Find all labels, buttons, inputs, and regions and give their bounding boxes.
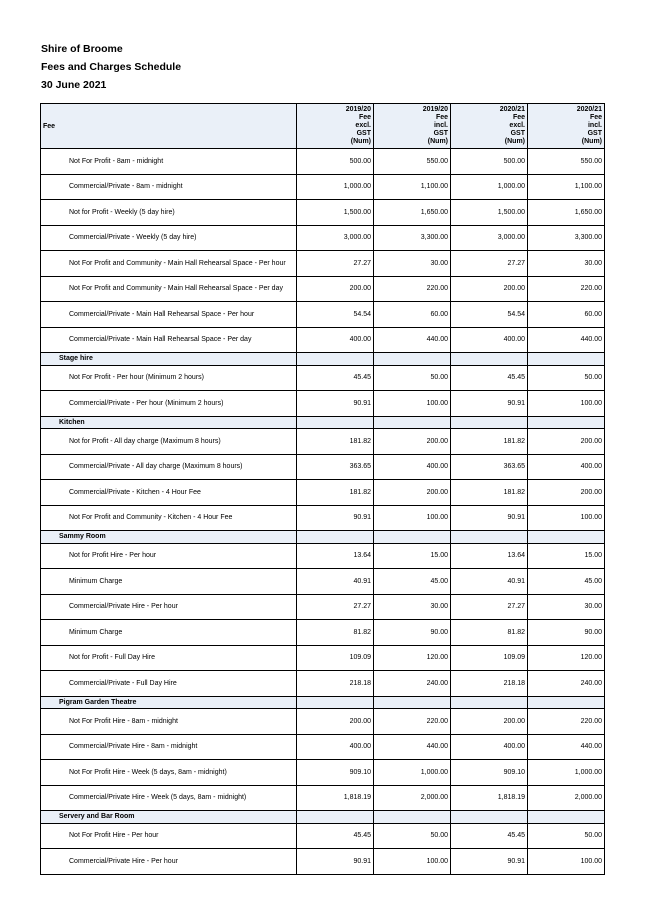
fee-2020-excl-gst: 45.45 [451, 823, 528, 849]
fee-2019-incl-gst: 240.00 [374, 671, 451, 697]
fee-2019-incl-gst: 220.00 [374, 709, 451, 735]
category-label: Servery and Bar Room [41, 811, 297, 824]
fee-2019-excl-gst: 400.00 [297, 734, 374, 760]
fee-description: Minimum Charge [41, 620, 297, 646]
fee-2020-excl-gst: 90.91 [451, 849, 528, 875]
table-row [41, 200, 605, 226]
table-row [41, 760, 605, 786]
fee-2019-incl-gst: 50.00 [374, 823, 451, 849]
header-line: excl. [355, 122, 371, 129]
category-empty-cell [374, 353, 451, 366]
fee-2020-incl-gst: 400.00 [528, 454, 605, 480]
fee-2019-incl-gst: 100.00 [374, 391, 451, 417]
fee-2019-incl-gst: 400.00 [374, 454, 451, 480]
col-2019-excl-header [297, 104, 374, 149]
header-line: Fee [435, 114, 448, 121]
fee-description: Not For Profit Hire - 8am - midnight [41, 709, 297, 735]
fee-2020-excl-gst: 181.82 [451, 480, 528, 506]
fee-2019-excl-gst: 200.00 [297, 276, 374, 302]
fee-2020-incl-gst: 30.00 [528, 251, 605, 277]
fee-2019-incl-gst: 120.00 [374, 645, 451, 671]
fee-2019-excl-gst: 363.65 [297, 454, 374, 480]
col-2020-incl-header [528, 104, 605, 149]
fee-2019-incl-gst: 440.00 [374, 734, 451, 760]
header-line: 2019/20 [422, 106, 448, 113]
fee-2020-incl-gst: 3,300.00 [528, 225, 605, 251]
table-row [41, 620, 605, 646]
table-row [41, 225, 605, 251]
fee-2019-excl-gst: 500.00 [297, 149, 374, 175]
fee-description: Commercial/Private - Weekly (5 day hire) [41, 225, 297, 251]
category-label: Stage hire [41, 353, 297, 366]
fee-2020-excl-gst: 363.65 [451, 454, 528, 480]
fee-2020-excl-gst: 200.00 [451, 709, 528, 735]
fee-2019-excl-gst: 1,500.00 [297, 200, 374, 226]
table-row [41, 480, 605, 506]
document-title: Fees and Charges Schedule [41, 61, 182, 73]
fee-2019-excl-gst: 40.91 [297, 569, 374, 595]
category-empty-cell [374, 811, 451, 824]
category-empty-cell [528, 416, 605, 429]
category-label: Sammy Room [41, 531, 297, 544]
fee-2020-excl-gst: 109.09 [451, 645, 528, 671]
category-label: Pigram Garden Theatre [41, 696, 297, 709]
fee-2019-incl-gst: 15.00 [374, 543, 451, 569]
fee-2020-incl-gst: 1,100.00 [528, 174, 605, 200]
fee-2020-excl-gst: 909.10 [451, 760, 528, 786]
table-row [41, 849, 605, 875]
table-row [41, 569, 605, 595]
header-line: incl. [433, 122, 448, 129]
fee-2019-incl-gst: 550.00 [374, 149, 451, 175]
fee-2020-excl-gst: 400.00 [451, 734, 528, 760]
header-line: (Num) [350, 138, 371, 145]
table-row [41, 429, 605, 455]
fee-description: Commercial/Private - Kitchen - 4 Hour Fee [41, 480, 297, 506]
fee-2020-excl-gst: 27.27 [451, 594, 528, 620]
category-empty-cell [528, 353, 605, 366]
fee-description: Commercial/Private Hire - Per hour [41, 849, 297, 875]
header-line: GST [356, 130, 371, 137]
fee-2020-incl-gst: 220.00 [528, 709, 605, 735]
fee-2019-excl-gst: 1,000.00 [297, 174, 374, 200]
fee-2020-incl-gst: 50.00 [528, 365, 605, 391]
fee-2020-excl-gst: 40.91 [451, 569, 528, 595]
header-line: Fee [358, 114, 371, 121]
category-empty-cell [528, 531, 605, 544]
fee-2020-excl-gst: 81.82 [451, 620, 528, 646]
fee-2019-incl-gst: 100.00 [374, 505, 451, 531]
fee-description: Not For Profit and Community - Kitchen - 4 Hour Fee [41, 505, 297, 531]
category-empty-cell [297, 416, 374, 429]
category-empty-cell [374, 696, 451, 709]
fee-description: Commercial/Private - Main Hall Rehearsal Space - Per hour [41, 302, 297, 328]
category-empty-cell [374, 416, 451, 429]
fee-2019-incl-gst: 50.00 [374, 365, 451, 391]
fee-2019-incl-gst: 440.00 [374, 327, 451, 353]
fee-2019-incl-gst: 1,100.00 [374, 174, 451, 200]
fee-description: Commercial/Private Hire - Per hour [41, 594, 297, 620]
document-header [41, 40, 181, 94]
fee-2019-excl-gst: 13.64 [297, 543, 374, 569]
fee-2020-excl-gst: 1,000.00 [451, 174, 528, 200]
organisation-name: Shire of Broome [41, 43, 123, 55]
fee-2019-incl-gst: 3,300.00 [374, 225, 451, 251]
table-row [41, 709, 605, 735]
fee-2020-incl-gst: 440.00 [528, 327, 605, 353]
fee-2019-incl-gst: 2,000.00 [374, 785, 451, 811]
category-row [41, 416, 605, 429]
table-row [41, 734, 605, 760]
header-line: GST [433, 130, 448, 137]
fee-2019-excl-gst: 81.82 [297, 620, 374, 646]
header-line: excl. [509, 122, 525, 129]
fee-2019-excl-gst: 1,818.19 [297, 785, 374, 811]
table-row [41, 543, 605, 569]
category-row [41, 531, 605, 544]
fee-2019-excl-gst: 27.27 [297, 594, 374, 620]
fee-2019-excl-gst: 54.54 [297, 302, 374, 328]
fee-2020-excl-gst: 90.91 [451, 505, 528, 531]
header-line: 2020/21 [499, 106, 525, 113]
fee-2020-excl-gst: 218.18 [451, 671, 528, 697]
fee-2019-incl-gst: 1,000.00 [374, 760, 451, 786]
fee-2019-incl-gst: 200.00 [374, 480, 451, 506]
category-empty-cell [297, 531, 374, 544]
table-row [41, 505, 605, 531]
category-row [41, 696, 605, 709]
fee-2019-excl-gst: 90.91 [297, 505, 374, 531]
fee-2019-excl-gst: 45.45 [297, 365, 374, 391]
fee-2019-excl-gst: 27.27 [297, 251, 374, 277]
fee-2020-excl-gst: 500.00 [451, 149, 528, 175]
fee-2019-excl-gst: 90.91 [297, 849, 374, 875]
fee-description: Minimum Charge [41, 569, 297, 595]
col-2019-incl-header [374, 104, 451, 149]
fee-2020-incl-gst: 240.00 [528, 671, 605, 697]
fee-2019-excl-gst: 909.10 [297, 760, 374, 786]
fee-2020-excl-gst: 1,500.00 [451, 200, 528, 226]
header-line: Fee [589, 114, 602, 121]
fee-2020-incl-gst: 1,650.00 [528, 200, 605, 226]
fee-2020-incl-gst: 200.00 [528, 429, 605, 455]
fee-description: Commercial/Private Hire - Week (5 days, 8am - midnight) [41, 785, 297, 811]
fee-description: Not For Profit - 8am - midnight [41, 149, 297, 175]
table-row [41, 327, 605, 353]
fee-2019-excl-gst: 90.91 [297, 391, 374, 417]
fee-description: Not For Profit and Community - Main Hall Rehearsal Space - Per day [41, 276, 297, 302]
header-line: (Num) [504, 138, 525, 145]
fee-2020-excl-gst: 200.00 [451, 276, 528, 302]
table-row [41, 365, 605, 391]
fee-2020-incl-gst: 220.00 [528, 276, 605, 302]
header-line: (Num) [427, 138, 448, 145]
table-row [41, 645, 605, 671]
table-row [41, 454, 605, 480]
fee-2020-incl-gst: 100.00 [528, 505, 605, 531]
fee-2020-excl-gst: 90.91 [451, 391, 528, 417]
fee-2019-incl-gst: 60.00 [374, 302, 451, 328]
table-row [41, 671, 605, 697]
fee-2020-incl-gst: 45.00 [528, 569, 605, 595]
fee-2019-incl-gst: 90.00 [374, 620, 451, 646]
fee-description: Commercial/Private - All day charge (Maximum 8 hours) [41, 454, 297, 480]
fee-2019-incl-gst: 1,650.00 [374, 200, 451, 226]
header-line: GST [587, 130, 602, 137]
category-empty-cell [297, 811, 374, 824]
header-line: 2020/21 [576, 106, 602, 113]
fee-2019-excl-gst: 45.45 [297, 823, 374, 849]
table-row [41, 823, 605, 849]
fee-2019-incl-gst: 30.00 [374, 251, 451, 277]
table-row [41, 785, 605, 811]
fee-2019-incl-gst: 100.00 [374, 849, 451, 875]
category-row [41, 353, 605, 366]
table-row [41, 251, 605, 277]
fee-description: Not For Profit Hire - Week (5 days, 8am - midnight) [41, 760, 297, 786]
header-line: 2019/20 [345, 106, 371, 113]
fee-description: Not for Profit - All day charge (Maximum 8 hours) [41, 429, 297, 455]
fee-description: Commercial/Private - 8am - midnight [41, 174, 297, 200]
fee-2019-incl-gst: 220.00 [374, 276, 451, 302]
document-date: 30 June 2021 [41, 79, 107, 91]
fee-description: Not For Profit and Community - Main Hall Rehearsal Space - Per hour [41, 251, 297, 277]
fee-2019-excl-gst: 109.09 [297, 645, 374, 671]
fee-2019-excl-gst: 400.00 [297, 327, 374, 353]
category-empty-cell [451, 696, 528, 709]
fee-2020-incl-gst: 200.00 [528, 480, 605, 506]
fee-2019-excl-gst: 200.00 [297, 709, 374, 735]
fee-2019-incl-gst: 200.00 [374, 429, 451, 455]
fee-column-header: Fee [41, 104, 297, 149]
fee-description: Not for Profit Hire - Per hour [41, 543, 297, 569]
fee-2020-incl-gst: 1,000.00 [528, 760, 605, 786]
table-row [41, 276, 605, 302]
fee-description: Commercial/Private Hire - 8am - midnight [41, 734, 297, 760]
fee-2020-incl-gst: 2,000.00 [528, 785, 605, 811]
fee-2020-incl-gst: 440.00 [528, 734, 605, 760]
table-row [41, 391, 605, 417]
header-line: (Num) [581, 138, 602, 145]
fee-2020-incl-gst: 50.00 [528, 823, 605, 849]
col-2020-excl-header [451, 104, 528, 149]
table-row [41, 302, 605, 328]
category-empty-cell [451, 531, 528, 544]
fee-2020-excl-gst: 54.54 [451, 302, 528, 328]
category-empty-cell [528, 696, 605, 709]
table-row [41, 174, 605, 200]
fee-2019-excl-gst: 181.82 [297, 429, 374, 455]
fee-2020-excl-gst: 1,818.19 [451, 785, 528, 811]
fee-2020-excl-gst: 27.27 [451, 251, 528, 277]
fee-description: Not for Profit - Weekly (5 day hire) [41, 200, 297, 226]
fee-2020-excl-gst: 3,000.00 [451, 225, 528, 251]
fee-2020-incl-gst: 100.00 [528, 849, 605, 875]
fee-description: Commercial/Private - Main Hall Rehearsal Space - Per day [41, 327, 297, 353]
header-row [41, 104, 605, 149]
table-row [41, 594, 605, 620]
header-line: GST [510, 130, 525, 137]
fee-2020-incl-gst: 120.00 [528, 645, 605, 671]
fee-2020-incl-gst: 100.00 [528, 391, 605, 417]
category-row [41, 811, 605, 824]
category-empty-cell [451, 811, 528, 824]
fee-2019-excl-gst: 181.82 [297, 480, 374, 506]
fee-2020-incl-gst: 60.00 [528, 302, 605, 328]
category-empty-cell [374, 531, 451, 544]
fee-2019-incl-gst: 30.00 [374, 594, 451, 620]
fee-description: Not For Profit Hire - Per hour [41, 823, 297, 849]
category-empty-cell [451, 416, 528, 429]
header-line: Fee [512, 114, 525, 121]
fee-2019-excl-gst: 218.18 [297, 671, 374, 697]
fees-table-body [41, 149, 605, 875]
category-empty-cell [451, 353, 528, 366]
fee-2020-incl-gst: 30.00 [528, 594, 605, 620]
fees-table [40, 103, 605, 875]
fee-2019-incl-gst: 45.00 [374, 569, 451, 595]
fee-2020-incl-gst: 90.00 [528, 620, 605, 646]
category-label: Kitchen [41, 416, 297, 429]
fee-2020-excl-gst: 181.82 [451, 429, 528, 455]
fee-2020-incl-gst: 15.00 [528, 543, 605, 569]
fee-description: Commercial/Private - Full Day Hire [41, 671, 297, 697]
fee-description: Not For Profit - Per hour (Minimum 2 hours) [41, 365, 297, 391]
category-empty-cell [297, 353, 374, 366]
fee-2020-excl-gst: 400.00 [451, 327, 528, 353]
fee-2020-incl-gst: 550.00 [528, 149, 605, 175]
table-row [41, 149, 605, 175]
fees-table-header [41, 104, 605, 149]
category-empty-cell [528, 811, 605, 824]
fee-2020-excl-gst: 13.64 [451, 543, 528, 569]
fee-description: Commercial/Private - Per hour (Minimum 2 hours) [41, 391, 297, 417]
fee-2019-excl-gst: 3,000.00 [297, 225, 374, 251]
fee-2020-excl-gst: 45.45 [451, 365, 528, 391]
header-line: incl. [587, 122, 602, 129]
fee-description: Not for Profit - Full Day Hire [41, 645, 297, 671]
category-empty-cell [297, 696, 374, 709]
